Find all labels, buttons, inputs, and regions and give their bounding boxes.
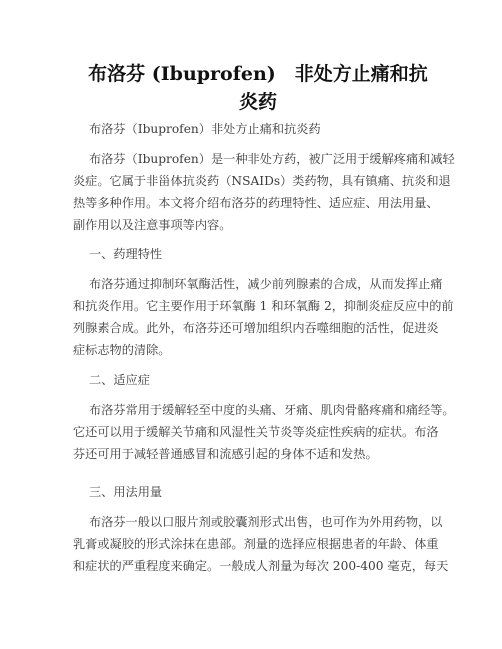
document-subtitle: 布洛芬（Ibuprofen）非处方止痛和抗炎药 [89,122,321,136]
section-heading: 三、用法用量 [89,485,163,499]
paragraph-line: 布洛芬一般以口服片剂或胶囊剂形式出售，也可作为外用药物，以 [89,515,443,529]
paragraph-line: 乳膏或凝胶的形式涂抹在患部。剂量的选择应根据患者的年龄、体重 [73,537,439,551]
paragraph-line: 炎症。它属于非甾体抗炎药（NSAIDs）类药物，具有镇痛、抗炎和退 [73,174,451,188]
paragraph-line: 症标志物的清除。 [73,343,171,357]
paragraph-line: 和抗炎作用。它主要作用于环氧酶 1 和环氧酶 2，抑制炎症反应中的前 [73,299,454,313]
paragraph-line: 热等多种作用。本文将介绍布洛芬的药理特性、适应症、用法用量、 [73,196,439,210]
paragraph-line: 芬还可用于减轻普通感冒和流感引起的身体不适和发热。 [73,447,378,461]
document-title: 布洛芬 (Ibuprofen) 非处方止痛和抗炎药 [88,63,428,113]
paragraph-line: 布洛芬通过抑制环氧酶活性，减少前列腺素的合成，从而发挥止痛 [89,277,443,291]
paragraph-line: 布洛芬常用于缓解轻至中度的头痛、牙痛、肌肉骨骼疼痛和痛经等。 [89,403,455,417]
paragraph-line: 布洛芬（Ibuprofen）是一种非处方药，被广泛用于缓解疼痛和减轻 [89,152,455,166]
paragraph-line: 和症状的严重程度来确定。一般成人剂量为每次 200-400 毫克，每天 [73,559,449,573]
section-heading: 二、适应症 [89,373,150,387]
section-heading: 一、药理特性 [89,247,163,261]
paragraph-line: 副作用以及注意事项等内容。 [73,218,232,232]
paragraph-line: 它还可以用于缓解关节痛和风湿性关节炎等炎症性疾病的症状。布洛 [73,425,439,439]
paragraph-line: 列腺素合成。此外，布洛芬还可增加组织内吞噬细胞的活性，促进炎 [73,321,439,335]
